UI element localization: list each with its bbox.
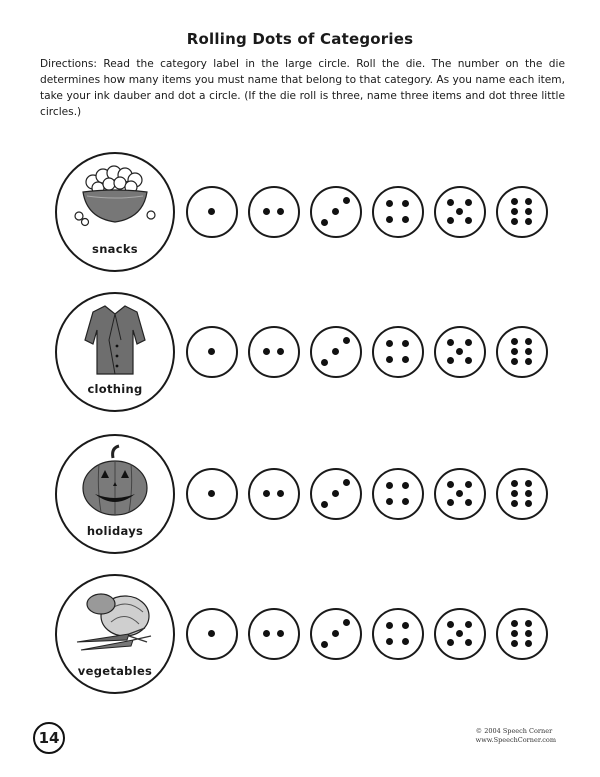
die-pip	[511, 348, 518, 355]
die-pip	[332, 490, 339, 497]
die-circle-1[interactable]	[186, 186, 238, 238]
die-pip	[465, 621, 472, 628]
die-pip	[343, 337, 350, 344]
die-circle-4[interactable]	[372, 186, 424, 238]
die-circle-6[interactable]	[496, 468, 548, 520]
die-circle-2[interactable]	[248, 468, 300, 520]
die-circle-3[interactable]	[310, 608, 362, 660]
die-pip	[465, 357, 472, 364]
die-circle-2[interactable]	[248, 186, 300, 238]
die-pip	[386, 638, 393, 645]
die-pip	[456, 208, 463, 215]
category-label: clothing	[87, 382, 143, 396]
die-pip	[402, 200, 409, 207]
die-pip	[263, 208, 270, 215]
die-circle-5[interactable]	[434, 608, 486, 660]
die-circle-6[interactable]	[496, 608, 548, 660]
die-pip	[511, 480, 518, 487]
die-circle-4[interactable]	[372, 468, 424, 520]
die-pip	[208, 208, 215, 215]
die-circle-1[interactable]	[186, 468, 238, 520]
copyright-line: © 2004 Speech Corner	[475, 727, 553, 735]
die-pip	[525, 338, 532, 345]
die-pip	[263, 630, 270, 637]
directions-text: Directions: Read the category label in the large circle. Roll the die. The number on the die determines how many items you must name that belong to that category. As you name each item, take your ink dauber and dot a circle. (If the die roll is three, name three items and dot three little circles.)	[40, 58, 565, 118]
die-pip	[525, 630, 532, 637]
category-row-holidays	[0, 434, 600, 584]
category-circle-clothing[interactable]	[55, 292, 175, 412]
die-pip	[402, 340, 409, 347]
die-pip	[343, 197, 350, 204]
category-row-clothing	[0, 292, 600, 442]
die-pip	[208, 630, 215, 637]
category-row-vegetables	[0, 574, 600, 724]
category-circle-holidays[interactable]	[55, 434, 175, 554]
die-circle-1[interactable]	[186, 326, 238, 378]
die-circle-3[interactable]	[310, 186, 362, 238]
die-circle-6[interactable]	[496, 186, 548, 238]
worksheet-title: Rolling Dots of Categories	[186, 30, 414, 48]
die-circle-1[interactable]	[186, 608, 238, 660]
die-pip	[525, 208, 532, 215]
die-pip	[511, 500, 518, 507]
die-circle-5[interactable]	[434, 468, 486, 520]
die-pip	[511, 198, 518, 205]
die-pip	[511, 218, 518, 225]
die-circle-2[interactable]	[248, 608, 300, 660]
die-circle-2[interactable]	[248, 326, 300, 378]
die-pip	[511, 620, 518, 627]
die-pip	[386, 482, 393, 489]
cabbage-carrots-icon	[67, 582, 163, 660]
die-pip	[511, 338, 518, 345]
jack-o-lantern-icon	[67, 442, 163, 520]
die-pip	[525, 218, 532, 225]
die-circle-4[interactable]	[372, 608, 424, 660]
die-pip	[465, 339, 472, 346]
page-number: 14	[33, 722, 65, 754]
die-pip	[343, 619, 350, 626]
die-pip	[208, 490, 215, 497]
die-pip	[386, 340, 393, 347]
die-pip	[402, 356, 409, 363]
die-pip	[447, 217, 454, 224]
die-pip	[465, 199, 472, 206]
die-pip	[525, 490, 532, 497]
die-pip	[386, 200, 393, 207]
die-pip	[511, 208, 518, 215]
die-pip	[525, 620, 532, 627]
die-pip	[402, 638, 409, 645]
die-pip	[447, 339, 454, 346]
copyright-notice	[476, 727, 556, 745]
die-pip	[465, 499, 472, 506]
die-pip	[456, 348, 463, 355]
die-pip	[511, 358, 518, 365]
die-pip	[332, 630, 339, 637]
die-pip	[386, 356, 393, 363]
die-pip	[321, 219, 328, 226]
die-pip	[386, 498, 393, 505]
die-pip	[511, 630, 518, 637]
website-line: www.SpeechCorner.com	[475, 736, 556, 744]
category-row-snacks	[0, 152, 600, 302]
die-circle-4[interactable]	[372, 326, 424, 378]
die-circle-5[interactable]	[434, 186, 486, 238]
die-pip	[525, 480, 532, 487]
die-pip	[525, 358, 532, 365]
category-circle-snacks[interactable]	[55, 152, 175, 272]
die-pip	[386, 622, 393, 629]
die-pip	[456, 490, 463, 497]
die-pip	[447, 357, 454, 364]
die-pip	[277, 630, 284, 637]
die-pip	[456, 630, 463, 637]
die-pip	[465, 481, 472, 488]
die-pip	[465, 217, 472, 224]
die-pip	[277, 490, 284, 497]
die-pip	[277, 208, 284, 215]
die-pip	[447, 481, 454, 488]
category-circle-vegetables[interactable]	[55, 574, 175, 694]
die-pip	[263, 490, 270, 497]
jacket-icon	[67, 300, 163, 378]
die-pip	[208, 348, 215, 355]
die-pip	[447, 639, 454, 646]
die-pip	[402, 482, 409, 489]
die-pip	[511, 640, 518, 647]
die-pip	[465, 639, 472, 646]
category-label: snacks	[92, 242, 138, 256]
die-pip	[511, 490, 518, 497]
die-circle-6[interactable]	[496, 326, 548, 378]
die-pip	[332, 348, 339, 355]
die-pip	[321, 501, 328, 508]
die-circle-3[interactable]	[310, 326, 362, 378]
die-circle-5[interactable]	[434, 326, 486, 378]
die-pip	[277, 348, 284, 355]
die-pip	[402, 622, 409, 629]
die-circle-3[interactable]	[310, 468, 362, 520]
die-pip	[525, 500, 532, 507]
die-pip	[321, 641, 328, 648]
die-pip	[402, 498, 409, 505]
category-label: vegetables	[77, 664, 153, 678]
die-pip	[263, 348, 270, 355]
die-pip	[321, 359, 328, 366]
die-pip	[386, 216, 393, 223]
popcorn-bowl-icon	[67, 160, 163, 238]
die-pip	[447, 621, 454, 628]
die-pip	[447, 199, 454, 206]
die-pip	[525, 640, 532, 647]
die-pip	[343, 479, 350, 486]
category-label: holidays	[86, 524, 144, 538]
die-pip	[447, 499, 454, 506]
die-pip	[332, 208, 339, 215]
die-pip	[525, 348, 532, 355]
die-pip	[525, 198, 532, 205]
die-pip	[402, 216, 409, 223]
